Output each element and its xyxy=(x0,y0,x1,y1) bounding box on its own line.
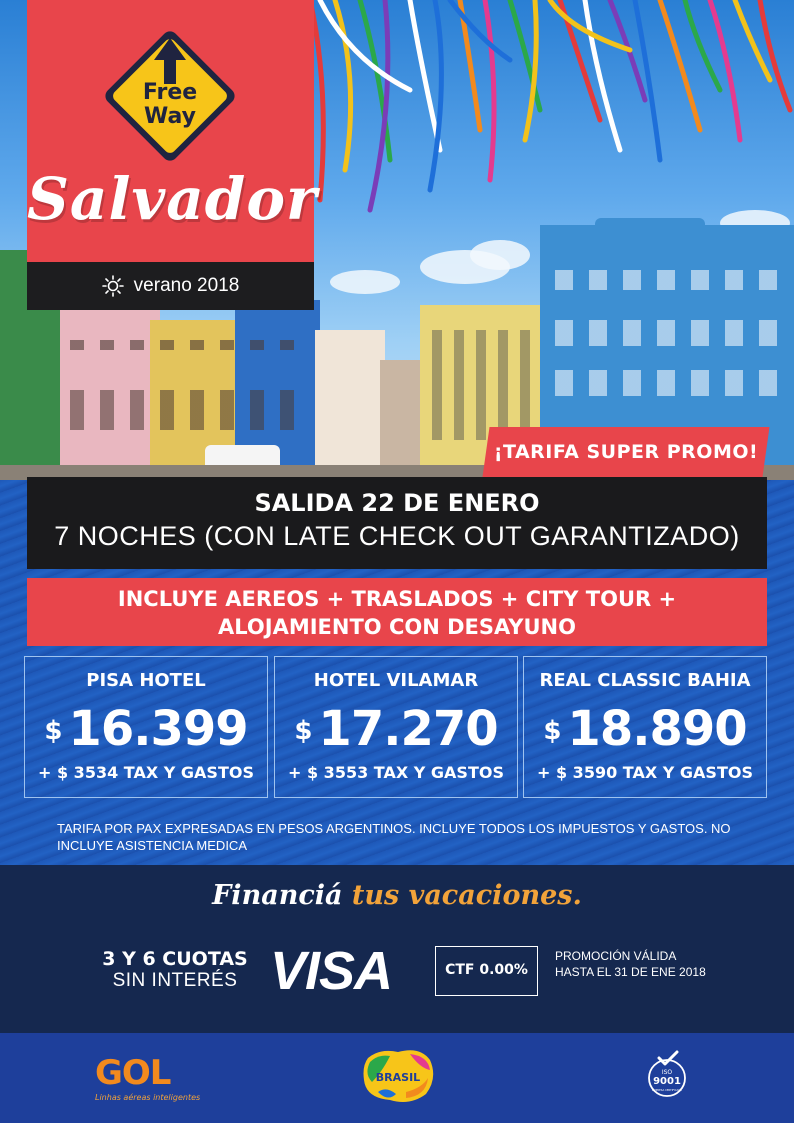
price-amount: 17.270 xyxy=(318,701,498,757)
iso-bottom-text: EMPRESA CERTIFICADA xyxy=(651,1089,683,1092)
iso-top-text: ISO xyxy=(661,1069,673,1076)
validity-line2: HASTA EL 31 DE ENE 2018 xyxy=(555,965,706,979)
destination-badge xyxy=(27,0,318,310)
disclaimer-text: TARIFA POR PAX EXPRESADAS EN PESOS ARGENTINOS. INCLUYE TODOS LOS IMPUESTOS Y GASTOS. NO INCLUYE ASISTENCIA MEDICA xyxy=(57,821,731,853)
promo-validity xyxy=(555,948,706,980)
iso-9001-logo xyxy=(645,1050,689,1098)
hotel-name: PISA HOTEL xyxy=(86,670,206,691)
season-label: verano 2018 xyxy=(133,275,240,296)
destination-title: Salvador xyxy=(27,165,318,233)
finance-title-white: Financiá xyxy=(212,880,343,911)
installments-count: 3 Y 6 CUOTAS xyxy=(102,948,248,970)
ribbons-decoration xyxy=(300,0,794,230)
hotel-card xyxy=(274,656,518,798)
sign-line1: Free xyxy=(142,80,198,105)
finance-title xyxy=(0,880,794,911)
hotel-tax: + $ 3553 TAX Y GASTOS xyxy=(288,763,504,782)
hotel-name: HOTEL VILAMAR xyxy=(313,670,479,691)
gol-logo xyxy=(95,1055,200,1102)
hotel-card xyxy=(24,656,268,798)
hotel-price xyxy=(25,701,267,757)
hotel-tax: + $ 3534 TAX Y GASTOS xyxy=(38,763,254,782)
hotel-card xyxy=(523,656,767,798)
sun-icon xyxy=(102,275,124,297)
hotel-tax: + $ 3590 TAX Y GASTOS xyxy=(537,763,753,782)
gol-wordmark: GOL xyxy=(95,1053,171,1093)
includes-line1: INCLUYE AEREOS + TRASLADOS + CITY TOUR + xyxy=(117,587,677,611)
promo-label: ¡TARIFA SUPER PROMO! xyxy=(493,441,759,463)
promo-tag xyxy=(482,427,769,477)
sign-line2: Way xyxy=(144,104,196,129)
includes-line2: ALOJAMIENTO CON DESAYUNO xyxy=(218,615,576,639)
badge-red-panel xyxy=(27,0,318,262)
includes-banner xyxy=(27,578,767,646)
finance-title-orange: tus vacaciones. xyxy=(351,880,582,911)
nights-info: 7 NOCHES (CON LATE CHECK OUT GARANTIZADO) xyxy=(54,521,740,551)
hotel-name: REAL CLASSIC BAHIA xyxy=(539,670,751,691)
installments-interest: SIN INTERÉS xyxy=(112,970,238,991)
iso-number-text: 9001 xyxy=(653,1076,681,1087)
departure-date: SALIDA 22 DE ENERO xyxy=(254,489,540,517)
brasil-logo xyxy=(360,1048,436,1104)
visa-logo: VISA xyxy=(270,941,393,1001)
price-amount: 18.890 xyxy=(567,701,747,757)
gol-tagline: Linhas aéreas inteligentes xyxy=(95,1093,201,1102)
hotel-price xyxy=(275,701,517,757)
departure-banner xyxy=(27,477,767,569)
currency-symbol: $ xyxy=(294,716,313,746)
season-bar xyxy=(27,262,314,310)
installments-info xyxy=(95,948,255,992)
currency-symbol: $ xyxy=(44,716,63,746)
currency-symbol: $ xyxy=(543,716,562,746)
hotel-price xyxy=(524,701,766,757)
ctf-box: CTF 0.00% xyxy=(435,946,538,996)
brasil-text: BRASIL xyxy=(375,1071,421,1084)
price-amount: 16.399 xyxy=(68,701,248,757)
validity-line1: PROMOCIÓN VÁLIDA xyxy=(555,949,677,963)
